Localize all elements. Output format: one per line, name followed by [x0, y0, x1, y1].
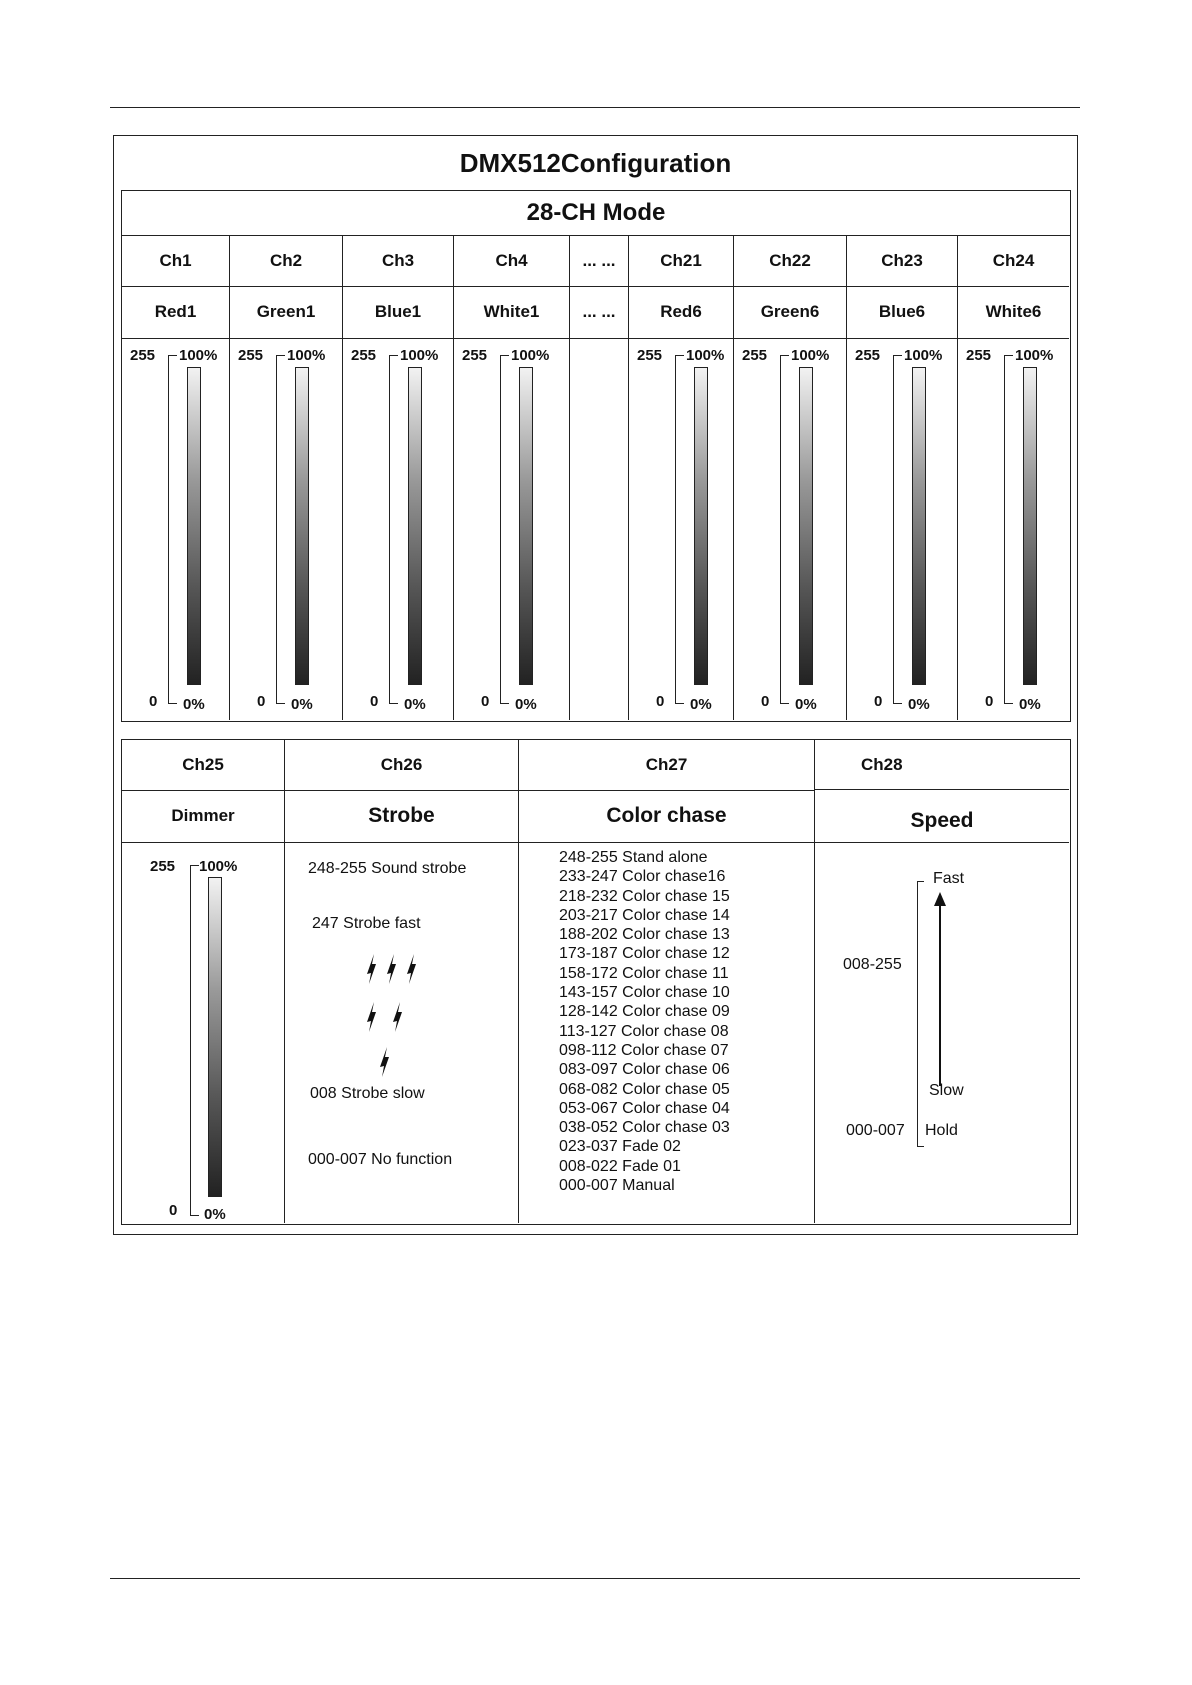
channel-number: Ch28: [815, 740, 1069, 790]
fader-bar: [519, 367, 533, 685]
channel-column: [343, 235, 454, 720]
fader-scale: [454, 338, 569, 720]
fader-scale: [734, 338, 846, 720]
fader-max-pct: 100%: [511, 347, 550, 364]
chase-item: 008-022 Fade 01: [559, 1157, 681, 1175]
ellipsis-column: [570, 235, 629, 720]
channel-number: Ch27: [519, 740, 814, 791]
speed-bracket: [917, 881, 924, 1140]
channel-function: Red1: [122, 286, 229, 339]
fader-max-value: 255: [637, 347, 663, 364]
chase-item: 053-067 Color chase 04: [559, 1099, 730, 1117]
channel-function: White1: [454, 286, 569, 339]
channel-number: Ch2: [230, 235, 342, 287]
chase-item: 173-187 Color chase 12: [559, 945, 730, 963]
fader-bar: [187, 367, 201, 685]
channel-column: [958, 235, 1069, 720]
channel-column: [230, 235, 343, 720]
hold-range: 000-007: [846, 1122, 905, 1139]
strobe-sound-range: 248-255 Sound strobe: [308, 860, 467, 877]
channel-column: [122, 235, 230, 720]
chase-item: 113-127 Color chase 08: [559, 1022, 729, 1040]
fader-bracket: [780, 355, 789, 704]
fader-min-value: 0: [149, 693, 158, 710]
fader-max-value: 255: [742, 347, 768, 364]
fader-max-value: 255: [238, 347, 264, 364]
fader-min-value: 0: [761, 693, 770, 710]
fader-min-pct: 0%: [1019, 696, 1041, 713]
channel-column: [629, 235, 734, 720]
fader-max-pct: 100%: [904, 347, 943, 364]
channel-number: Ch23: [847, 235, 957, 287]
fader-scale: [958, 338, 1069, 720]
chase-item: 000-007 Manual: [559, 1177, 675, 1195]
channel-number: Ch25: [122, 740, 284, 791]
chase-item: 158-172 Color chase 11: [559, 964, 729, 982]
channel-function: Green1: [230, 286, 342, 339]
fader-max-value: 255: [855, 347, 881, 364]
strobe-lightning-icons: [355, 940, 465, 1090]
channel-number: Ch22: [734, 235, 846, 287]
fader-bar: [295, 367, 309, 685]
fader-min-value: 0: [656, 693, 665, 710]
fader-min-pct: 0%: [204, 1206, 226, 1223]
fader-bar: [694, 367, 708, 685]
top-rule: [110, 107, 1080, 108]
fader-max-pct: 100%: [1015, 347, 1054, 364]
fader-min-pct: 0%: [690, 696, 712, 713]
channel-number: ... ...: [570, 235, 628, 287]
fader-scale: [122, 338, 229, 720]
fader-min-value: 0: [481, 693, 490, 710]
channel-column: [847, 235, 958, 720]
chase-item: 068-082 Color chase 05: [559, 1080, 730, 1098]
chase-item: 128-142 Color chase 09: [559, 1003, 730, 1021]
channel-number: Ch26: [285, 740, 518, 791]
fader-min-pct: 0%: [795, 696, 817, 713]
fader-bracket: [168, 355, 177, 704]
channel-function: Red6: [629, 286, 733, 339]
channel-number: Ch1: [122, 235, 229, 287]
fader-max-pct: 100%: [199, 858, 238, 875]
fader-bar: [799, 367, 813, 685]
fader-min-value: 0: [257, 693, 266, 710]
fader-min-pct: 0%: [291, 696, 313, 713]
speed-arrow: [933, 892, 947, 1088]
channel-number: Ch3: [343, 235, 453, 287]
fader-min-value: 0: [169, 1202, 178, 1219]
strobe-slow-value: 008 Strobe slow: [310, 1085, 425, 1102]
fader-bracket: [893, 355, 902, 704]
channel-function: Strobe: [285, 790, 518, 843]
rgbw-channel-table: [121, 190, 1071, 722]
lightning-icon: [367, 954, 416, 1077]
fader-min-value: 0: [874, 693, 883, 710]
fader-min-pct: 0%: [183, 696, 205, 713]
chase-item: 233-247 Color chase16: [559, 868, 726, 886]
channel-function: Green6: [734, 286, 846, 339]
fader-max-pct: 100%: [791, 347, 830, 364]
speed-fast-label: Fast: [933, 870, 965, 887]
hold-bracket: [917, 1120, 924, 1147]
speed-range: 008-255: [843, 956, 902, 973]
channel-number: Ch4: [454, 235, 569, 287]
fader-bracket: [190, 865, 199, 1216]
fader-bracket: [276, 355, 285, 704]
fader-max-value: 255: [130, 347, 156, 364]
fader-min-pct: 0%: [908, 696, 930, 713]
fader-max-value: 255: [966, 347, 992, 364]
color-chase-list: [559, 848, 730, 1195]
speed-column: [815, 740, 1069, 1223]
chase-item: 203-217 Color chase 14: [559, 906, 730, 924]
fader-scale: [343, 338, 453, 720]
channel-function: Color chase: [519, 790, 814, 843]
channel-function: Dimmer: [122, 790, 284, 843]
fader-bar: [1023, 367, 1037, 685]
fader-scale: [230, 338, 342, 720]
fader-bar: [912, 367, 926, 685]
chase-item: 143-157 Color chase 10: [559, 984, 730, 1002]
fader-bracket: [1004, 355, 1013, 704]
dimmer-fader-bar: [208, 877, 222, 1197]
fader-scale: [847, 338, 957, 720]
channel-number: Ch24: [958, 235, 1069, 287]
function-channel-table: [121, 739, 1071, 1225]
fader-min-value: 0: [985, 693, 994, 710]
fader-min-value: 0: [370, 693, 379, 710]
channel-number: Ch21: [629, 235, 733, 287]
channel-column: [734, 235, 847, 720]
chase-item: 098-112 Color chase 07: [559, 1041, 729, 1059]
channel-column: [454, 235, 570, 720]
channel-function: Blue1: [343, 286, 453, 339]
channel-function: Blue6: [847, 286, 957, 339]
fader-min-pct: 0%: [404, 696, 426, 713]
fader-scale: [629, 338, 733, 720]
hold-label: Hold: [925, 1122, 958, 1139]
dimmer-column: [122, 740, 285, 1223]
fader-max-pct: 100%: [686, 347, 725, 364]
fader-max-value: 255: [351, 347, 377, 364]
fader-bar: [408, 367, 422, 685]
strobe-off-range: 000-007 No function: [308, 1151, 453, 1168]
fader-min-pct: 0%: [515, 696, 537, 713]
chase-item: 038-052 Color chase 03: [559, 1119, 730, 1137]
chase-item: 218-232 Color chase 15: [559, 887, 730, 905]
fader-max-value: 255: [462, 347, 488, 364]
bottom-rule: [110, 1578, 1080, 1579]
fader-bracket: [675, 355, 684, 704]
fader-bracket: [389, 355, 398, 704]
strobe-column: [285, 740, 519, 1223]
fader-max-pct: 100%: [179, 347, 218, 364]
mode-header: 28-CH Mode: [122, 191, 1070, 236]
config-frame: [113, 135, 1078, 1235]
fader-bracket: [500, 355, 509, 704]
page-title: DMX512Configuration: [459, 148, 732, 178]
channel-function: Speed: [815, 790, 1069, 843]
chase-item: 023-037 Fade 02: [559, 1138, 681, 1156]
color-chase-column: [519, 740, 815, 1223]
fader-max-value: 255: [150, 858, 176, 875]
strobe-fast-value: 247 Strobe fast: [312, 915, 421, 932]
chase-item: 083-097 Color chase 06: [559, 1061, 730, 1079]
fader-max-pct: 100%: [287, 347, 326, 364]
speed-slow-label: Slow: [929, 1082, 964, 1099]
fader-max-pct: 100%: [400, 347, 439, 364]
channel-function: ... ...: [570, 286, 628, 339]
channel-function: White6: [958, 286, 1069, 339]
chase-item: 188-202 Color chase 13: [559, 926, 730, 944]
chase-item: 248-255 Stand alone: [559, 849, 708, 866]
